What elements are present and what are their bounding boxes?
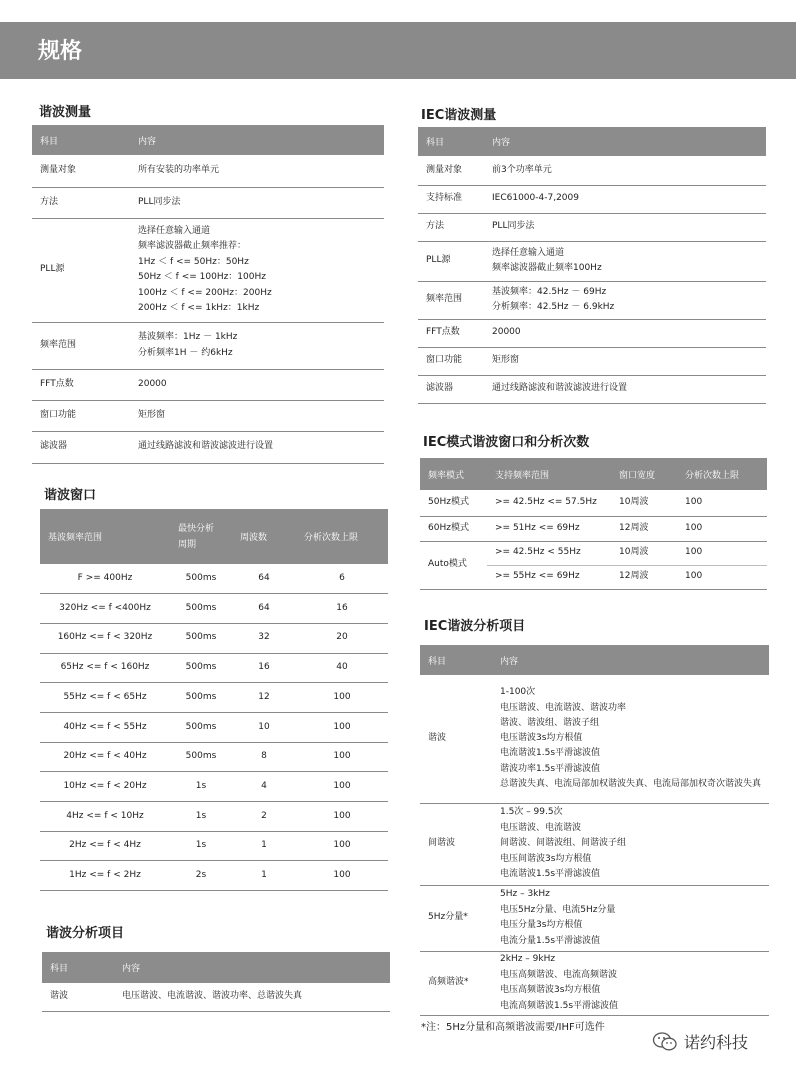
brand-logo: [652, 1030, 748, 1053]
table-row: [40, 861, 388, 891]
table-row: [418, 319, 766, 347]
cell-limit: 100: [296, 861, 388, 891]
row-value: 基波频率：1Hz － 1kHz 分析频率1H － 约6kHz: [130, 322, 384, 369]
table-header-row: [42, 952, 390, 983]
table-row: [420, 516, 767, 541]
column-header: 基波频率范围: [40, 509, 170, 564]
cell-cycles: 1: [232, 861, 296, 891]
row-value: 前3个功率单元: [484, 156, 766, 185]
column-header: 科目: [42, 952, 114, 983]
cell-mode: 50Hz模式: [420, 490, 487, 516]
cell-period: 1s: [170, 802, 232, 832]
table-header-row: [420, 458, 767, 490]
row-value: 所有安装的功率单元: [130, 155, 384, 187]
cell-range: F >= 400Hz: [40, 564, 170, 594]
cell-limit: 100: [296, 712, 388, 742]
row-label: PLL源: [418, 241, 484, 281]
row-label: FFT点数: [418, 319, 484, 347]
table-row: [418, 213, 766, 241]
column-header: 科目: [420, 645, 492, 675]
row-value: PLL同步法: [484, 213, 766, 241]
row-label: 窗口功能: [418, 347, 484, 375]
cell-limit: 100: [677, 490, 767, 516]
table-row: [418, 156, 766, 185]
row-label: 测量对象: [32, 155, 130, 187]
cell-cycles: 10: [232, 712, 296, 742]
row-value: 1.5次 – 99.5次 电压谐波、电流谐波 间谐波、间谐波组、间谐波子组 电压间谐波3s均方根值 电流谐波1.5s平滑滤波值: [492, 803, 769, 885]
cell-range: >= 42.5Hz < 55Hz: [487, 541, 611, 565]
harmonic-analysis-items-table: [42, 952, 390, 1012]
table-row: [40, 712, 388, 742]
harmonic-measurement-title: 谐波测量: [39, 105, 92, 120]
table-row: [40, 653, 388, 683]
row-value: 2kHz – 9kHz 电压高频谐波、电流高频谐波 电压高频谐波3s均方根值 电流高频谐波1.5s平滑滤波值: [492, 951, 769, 1015]
table-row: [418, 281, 766, 319]
row-value: 通过线路滤波和谐波滤波进行设置: [130, 431, 384, 463]
cell-limit: 20: [296, 623, 388, 653]
cell-period: 1s: [170, 831, 232, 861]
column-header: 最快分析 周期: [170, 509, 232, 564]
cell-limit: 40: [296, 653, 388, 683]
row-label: 高频谐波*: [420, 951, 492, 1015]
column-header: 分析次数上限: [677, 458, 767, 490]
row-value: 基波频率：42.5Hz － 69Hz 分析频率：42.5Hz － 6.9kHz: [484, 281, 766, 319]
row-value: 选择任意输入通道 频率滤波器截止频率推荐： 1Hz ＜ f <= 50Hz：50Hz 50Hz ＜ f <= 100Hz：100Hz 100Hz ＜ f <= 200Hz：200Hz 200Hz ＜ f <= 1kHz：1kHz: [130, 218, 384, 322]
cell-range: >= 51Hz <= 69Hz: [487, 516, 611, 541]
row-label: 谐波: [42, 983, 114, 1011]
cell-width: 10周波: [611, 490, 677, 516]
harmonic-analysis-items-title: 谐波分析项目: [46, 926, 125, 941]
cell-limit: 100: [296, 802, 388, 832]
table-row: [420, 490, 767, 516]
cell-period: 500ms: [170, 623, 232, 653]
cell-limit: 100: [296, 831, 388, 861]
row-label: 测量对象: [418, 156, 484, 185]
table-row: [420, 951, 769, 1015]
cell-cycles: 4: [232, 772, 296, 802]
cell-mode: 60Hz模式: [420, 516, 487, 541]
column-header: 支持频率范围: [487, 458, 611, 490]
row-value: PLL同步法: [130, 187, 384, 218]
cell-mode: Auto模式: [420, 541, 487, 589]
footnote: *注：5Hz分量和高频谐波需要/IHF可选件: [421, 1022, 605, 1033]
row-label: 5Hz分量*: [420, 885, 492, 951]
cell-range: >= 42.5Hz <= 57.5Hz: [487, 490, 611, 516]
harmonic-window-title: 谐波窗口: [44, 488, 97, 503]
cell-range: 1Hz <= f < 2Hz: [40, 861, 170, 891]
row-value: 电压谐波、电流谐波、谐波功率、总谐波失真: [114, 983, 390, 1011]
harmonic-window-table: [40, 509, 388, 891]
table-row: [418, 241, 766, 281]
row-label: 间谐波: [420, 803, 492, 885]
table-row: [42, 983, 390, 1011]
iec-mode-window-title: IEC模式谐波窗口和分析次数: [423, 435, 590, 450]
table-row: [420, 675, 769, 803]
table-row: [40, 594, 388, 624]
cell-range: 10Hz <= f < 20Hz: [40, 772, 170, 802]
row-value: 1-100次 电压谐波、电流谐波、谐波功率 谐波、谐波组、谐波子组 电压谐波3s均方根值 电流谐波1.5s平滑滤波值 谐波功率1.5s平滑滤波值 总谐波失真、电流局部加权谐波失真、电流局部加权奇次谐波失真: [492, 675, 769, 803]
table-header-row: [40, 509, 388, 564]
column-header: 频率模式: [420, 458, 487, 490]
table-row: [32, 400, 384, 431]
column-header: 窗口宽度: [611, 458, 677, 490]
table-row: [32, 187, 384, 218]
table-row: [40, 802, 388, 832]
cell-limit: 6: [296, 564, 388, 594]
table-row: [32, 431, 384, 463]
harmonic-measurement-table: [32, 125, 384, 464]
cell-period: 2s: [170, 861, 232, 891]
cell-limit: 100: [677, 541, 767, 565]
table-row: [40, 831, 388, 861]
table-row: [418, 375, 766, 403]
table-header-row: [420, 645, 769, 675]
cell-period: 500ms: [170, 712, 232, 742]
row-label: 频率范围: [32, 322, 130, 369]
table-row: [40, 742, 388, 772]
cell-range: 55Hz <= f < 65Hz: [40, 683, 170, 713]
cell-range: >= 55Hz <= 69Hz: [487, 565, 611, 589]
row-label: 滤波器: [418, 375, 484, 403]
row-label: 方法: [32, 187, 130, 218]
table-row: [420, 541, 767, 565]
table-row: [420, 803, 769, 885]
harmonic-window-body: [40, 564, 388, 891]
table-header-row: [32, 125, 384, 155]
cell-period: 1s: [170, 772, 232, 802]
cell-cycles: 64: [232, 594, 296, 624]
table-row: [32, 369, 384, 400]
brand-name: 诺约科技: [684, 1033, 749, 1052]
cell-limit: 100: [296, 683, 388, 713]
wechat-icon: [652, 1031, 678, 1053]
column-header: 内容: [114, 952, 390, 983]
cell-range: 2Hz <= f < 4Hz: [40, 831, 170, 861]
cell-period: 500ms: [170, 683, 232, 713]
cell-period: 500ms: [170, 653, 232, 683]
iec-mode-window-table: [420, 458, 767, 590]
table-row: [32, 322, 384, 369]
row-value: 矩形窗: [130, 400, 384, 431]
cell-range: 160Hz <= f < 320Hz: [40, 623, 170, 653]
table-row: [40, 623, 388, 653]
cell-cycles: 2: [232, 802, 296, 832]
table-row: [32, 155, 384, 187]
row-value: 5Hz – 3kHz 电压5Hz分量、电流5Hz分量 电压分量3s均方根值 电流分量1.5s平滑滤波值: [492, 885, 769, 951]
cell-range: 65Hz <= f < 160Hz: [40, 653, 170, 683]
column-header: 内容: [492, 645, 769, 675]
table-row: [418, 185, 766, 213]
cell-range: 40Hz <= f < 55Hz: [40, 712, 170, 742]
cell-limit: 100: [677, 516, 767, 541]
cell-cycles: 8: [232, 742, 296, 772]
iec-analysis-items-table: [420, 645, 769, 1016]
cell-cycles: 1: [232, 831, 296, 861]
table-row: [40, 772, 388, 802]
row-label: 谐波: [420, 675, 492, 803]
table-header-row: [418, 127, 766, 156]
table-row: [40, 564, 388, 594]
row-value: 通过线路滤波和谐波滤波进行设置: [484, 375, 766, 403]
table-row: [420, 885, 769, 951]
page-title: 规格: [38, 39, 83, 64]
row-value: 20000: [130, 369, 384, 400]
row-label: FFT点数: [32, 369, 130, 400]
column-header: 科目: [418, 127, 484, 156]
row-value: 矩形窗: [484, 347, 766, 375]
cell-period: 500ms: [170, 742, 232, 772]
cell-width: 10周波: [611, 541, 677, 565]
column-header: 内容: [484, 127, 766, 156]
column-header: 周波数: [232, 509, 296, 564]
cell-range: 320Hz <= f <400Hz: [40, 594, 170, 624]
table-row: [40, 683, 388, 713]
cell-limit: 100: [677, 565, 767, 589]
cell-cycles: 64: [232, 564, 296, 594]
row-label: PLL源: [32, 218, 130, 322]
column-header: 科目: [32, 125, 130, 155]
row-label: 频率范围: [418, 281, 484, 319]
column-header: 分析次数上限: [296, 509, 388, 564]
cell-limit: 100: [296, 772, 388, 802]
iec-measurement-table: [418, 127, 766, 404]
row-value: IEC61000-4-7,2009: [484, 185, 766, 213]
cell-period: 500ms: [170, 564, 232, 594]
table-row: [32, 218, 384, 322]
cell-cycles: 32: [232, 623, 296, 653]
row-value: 选择任意输入通道 频率滤波器截止频率100Hz: [484, 241, 766, 281]
cell-range: 20Hz <= f < 40Hz: [40, 742, 170, 772]
cell-width: 12周波: [611, 565, 677, 589]
cell-cycles: 16: [232, 653, 296, 683]
row-label: 滤波器: [32, 431, 130, 463]
row-label: 窗口功能: [32, 400, 130, 431]
title-banner: [0, 22, 796, 79]
iec-measurement-title: IEC谐波测量: [421, 108, 497, 123]
cell-period: 500ms: [170, 594, 232, 624]
cell-limit: 100: [296, 742, 388, 772]
table-row: [418, 347, 766, 375]
row-label: 支持标准: [418, 185, 484, 213]
row-label: 方法: [418, 213, 484, 241]
cell-limit: 16: [296, 594, 388, 624]
cell-range: 4Hz <= f < 10Hz: [40, 802, 170, 832]
cell-width: 12周波: [611, 516, 677, 541]
iec-analysis-items-title: IEC谐波分析项目: [424, 619, 526, 634]
column-header: 内容: [130, 125, 384, 155]
cell-cycles: 12: [232, 683, 296, 713]
row-value: 20000: [484, 319, 766, 347]
